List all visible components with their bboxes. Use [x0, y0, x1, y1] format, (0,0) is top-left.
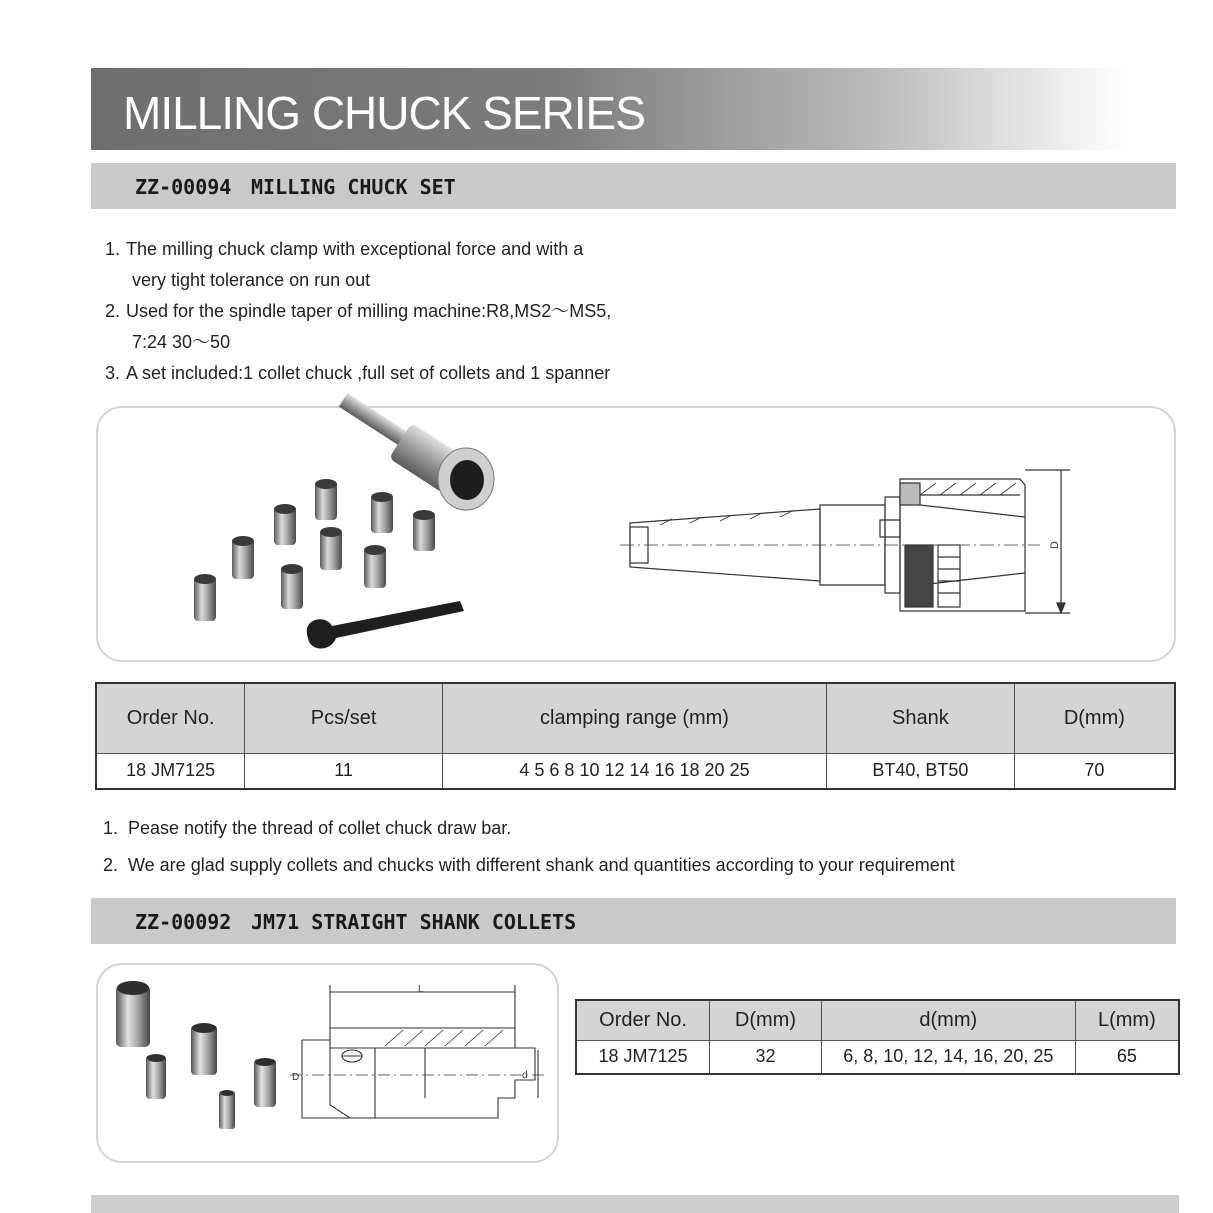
column-header: D(mm) — [1014, 683, 1175, 753]
note-item: 1. Pease notify the thread of collet chuck draw bar. — [103, 818, 512, 838]
dimension-label-outer: D — [292, 1072, 300, 1083]
column-header: clamping range (mm) — [442, 683, 826, 753]
collets-photo — [96, 963, 296, 1163]
table-cell: 70 — [1084, 760, 1105, 781]
table-header-row — [576, 1000, 1179, 1040]
table-cell: 32 — [710, 1040, 822, 1074]
table-cell: 18 JM7125 — [96, 753, 245, 789]
table-cell: BT40, BT50 — [827, 753, 1015, 789]
column-header: L(mm) — [1075, 1000, 1179, 1040]
column-header: D(mm) — [710, 1000, 822, 1040]
note-item: 2. We are glad supply collets and chucks with different shank and quantities according to your requirement — [103, 855, 955, 875]
dimension-label-inner: d — [522, 1070, 528, 1081]
feature-item: 1. The milling chuck clamp with exceptional force and with a very tight tolerance on run out — [105, 239, 584, 290]
milling-chuck-set-photo — [96, 406, 516, 662]
column-header: Shank — [827, 683, 1015, 753]
collets — [194, 479, 435, 621]
section-header-milling-chuck-set — [91, 163, 1176, 209]
column-header: Order No. — [576, 1000, 710, 1040]
collet-drawing — [290, 980, 550, 1130]
dimension-label-length: L — [418, 984, 424, 995]
feature-item: 2. Used for the spindle taper of milling machine:R8,MS2～MS5, 7:24 30～50 — [105, 301, 612, 352]
table-header-row — [96, 683, 1175, 753]
dimension-label-d: D — [1049, 541, 1061, 549]
page-title: MILLING CHUCK SERIES — [123, 87, 645, 139]
section-name: JM71 STRAIGHT SHANK COLLETS — [251, 910, 577, 934]
column-header: Pcs/set — [245, 683, 443, 753]
section-code: ZZ-00092 — [135, 910, 232, 934]
section-code: ZZ-00094 — [135, 175, 232, 199]
table-cell: 18 JM7125 — [576, 1040, 710, 1074]
notes-list — [103, 810, 955, 884]
collet-spec-table — [575, 999, 1180, 1075]
chuck-bore — [450, 460, 484, 500]
feature-list — [105, 234, 725, 389]
table-row — [96, 753, 1175, 789]
collet — [219, 1091, 235, 1129]
column-header: d(mm) — [821, 1000, 1075, 1040]
feature-item: 3. A set included:1 collet chuck ,full set of collets and 1 spanner — [105, 363, 611, 383]
spanner — [307, 601, 464, 649]
section-header-straight-shank-collets — [91, 898, 1176, 944]
table-cell: 6, 8, 10, 12, 14, 16, 20, 25 — [821, 1040, 1075, 1074]
page-banner — [91, 68, 1126, 150]
milling-chuck-spec-table — [95, 682, 1176, 790]
collet — [254, 1059, 276, 1107]
milling-chuck-drawing — [620, 465, 1080, 625]
collet-profile — [330, 1028, 535, 1118]
table-cell: 65 — [1116, 1046, 1137, 1067]
next-section-bar — [91, 1195, 1179, 1213]
table-cell: 4 5 6 8 10 12 14 16 18 20 25 — [442, 753, 826, 789]
section-name: MILLING CHUCK SET — [251, 175, 456, 199]
table-row — [576, 1040, 1179, 1074]
table-cell: 11 — [245, 753, 443, 789]
column-header: Order No. — [96, 683, 245, 753]
